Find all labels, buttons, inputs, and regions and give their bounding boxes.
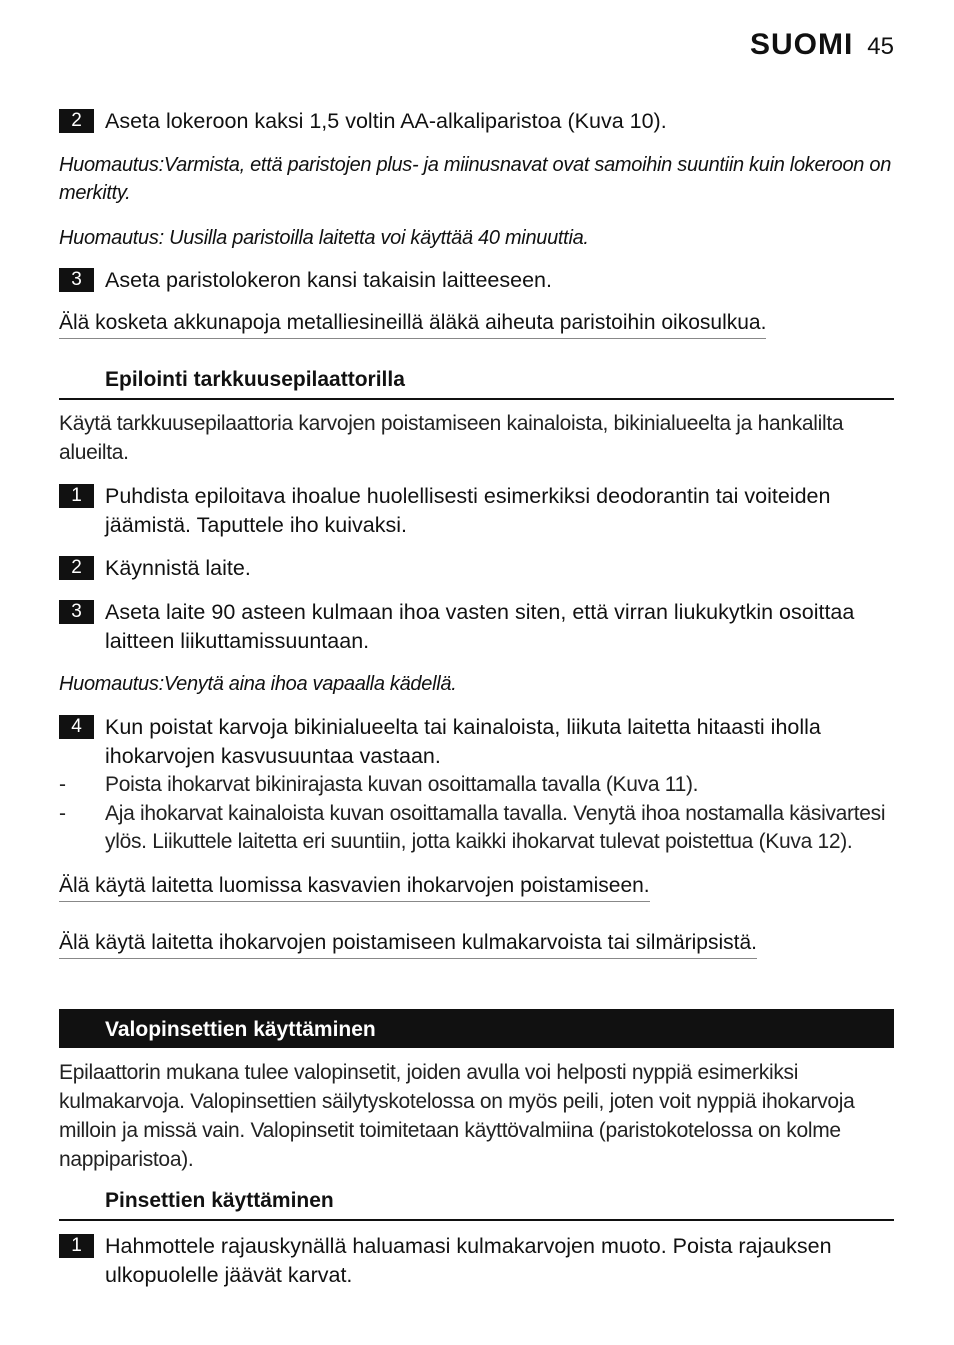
- step-number: 3: [59, 268, 94, 292]
- step-item: [59, 598, 894, 655]
- step-item: [59, 107, 894, 136]
- step-item: [59, 713, 894, 770]
- warning-text: Älä kosketa akkunapoja metalliesineillä äläkä aiheuta paristoihin oikosulkua.: [59, 309, 766, 339]
- step-number: 1: [59, 484, 94, 508]
- step-number: 2: [59, 109, 94, 133]
- step-text: Hahmottele rajauskynällä haluamasi kulmakarvojen muoto. Poista rajauksen ulkopuolelle jäävät karvat.: [105, 1234, 832, 1287]
- step-number: 2: [59, 556, 94, 580]
- list-item: [59, 771, 894, 800]
- bullet-dash: -: [59, 773, 66, 796]
- step-number: 1: [59, 1234, 94, 1258]
- step-text: Aseta laite 90 asteen kulmaan ihoa vasten siten, että virran liukukytkin osoittaa laitteen liikuttamissuuntaan.: [105, 600, 855, 653]
- note: Huomautus:Varmista, että paristojen plus- ja miinusnavat ovat samoihin suuntiin kuin lokeroon on merkitty.: [59, 154, 892, 204]
- step-item: [59, 266, 894, 295]
- section-heading-bar: Valopinsettien käyttäminen: [59, 1009, 894, 1048]
- language-label: SUOMI: [749, 28, 854, 61]
- note: Huomautus:Venytä aina ihoa vapaalla kädellä.: [59, 673, 457, 695]
- step-number: 4: [59, 715, 94, 739]
- step-text: Kun poistat karvoja bikinialueelta tai kainaloista, liikuta laitetta hitaasti iholla ihokarvojen kasvusuuntaa vastaan.: [105, 715, 821, 768]
- step-text: Käynnistä laite.: [105, 556, 251, 580]
- section-heading: Epilointi tarkkuusepilaattorilla: [59, 368, 894, 400]
- step-number: 3: [59, 600, 94, 624]
- step-item: [59, 482, 894, 539]
- bullet-text: Poista ihokarvat bikinirajasta kuvan osoittamalla tavalla (Kuva 11).: [105, 773, 699, 796]
- section-heading: Pinsettien käyttäminen: [59, 1189, 894, 1221]
- list-item: [59, 800, 894, 857]
- section-intro: Epilaattorin mukana tulee valopinsetit, joiden avulla voi helposti nyppiä esimerkiksi kulmakarvoja. Valopinsettien säilytyskotelossa on myös peili, joten voit nyppiä ihokarvoja milloin ja missä vain. Valopinsetit toimitetaan käyttövalmiina (paristokotelossa on kolme nappiparistoa).: [59, 1061, 855, 1171]
- note: Huomautus: Uusilla paristoilla laitetta voi käyttää 40 minuuttia.: [59, 227, 589, 249]
- step-item: [59, 1232, 894, 1289]
- bullet-dash: -: [59, 801, 66, 825]
- step-text: Aseta paristolokeron kansi takaisin laitteeseen.: [105, 268, 552, 292]
- step-text: Aseta lokeroon kaksi 1,5 voltin AA-alkaliparistoa (Kuva 10).: [105, 109, 667, 133]
- bullet-list: [59, 771, 894, 857]
- step-item: [59, 554, 894, 583]
- section-intro: Käytä tarkkuusepilaattoria karvojen poistamiseen kainaloista, bikinialueelta ja hankalilta alueilta.: [59, 412, 844, 464]
- page-header: [750, 28, 894, 62]
- warning-text: Älä käytä laitetta ihokarvojen poistamiseen kulmakarvoista tai silmäripsistä.: [59, 929, 757, 959]
- step-text: Puhdista epiloitava ihoalue huolellisesti esimerkiksi deodorantin tai voiteiden jäämistä. Taputtele iho kuivaksi.: [105, 484, 831, 537]
- page-number: 45: [867, 33, 894, 60]
- warning-text: Älä käytä laitetta luomissa kasvavien ihokarvojen poistamiseen.: [59, 872, 650, 902]
- bullet-text: Aja ihokarvat kainaloista kuvan osoittamalla tavalla. Venytä ihoa nostamalla käsivartesi ylös. Liikuttele laitetta eri suuntiin, jotta kaikki ihokarvat tulevat poistettua (Kuva 12).: [105, 801, 886, 853]
